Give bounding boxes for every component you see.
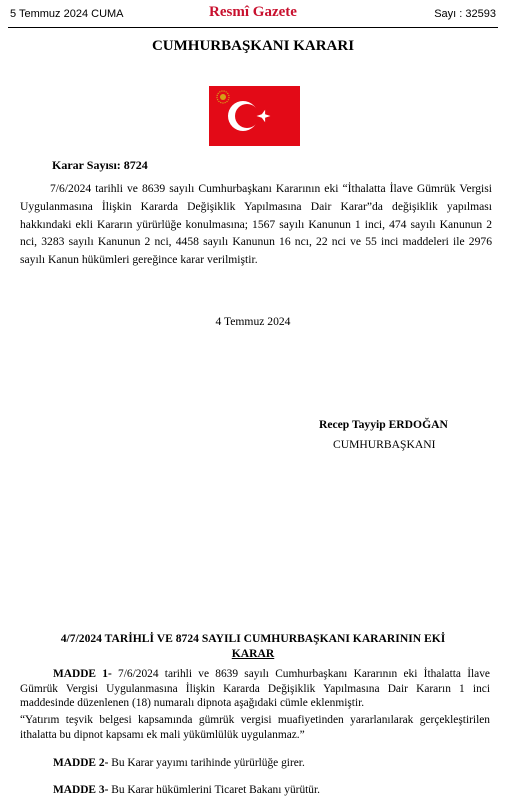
decision-number: Karar Sayısı: 8724 [52, 158, 148, 172]
decision-preamble: 7/6/2024 tarihli ve 8639 sayılı Cumhurbaşkanı Kararının eki “İthalatta İlave Gümrük Vergisi Uygulanmasına İlişkin Kararda Değişiklik Yapılmasına Dair Karar”da değişiklik yapılması hakkındaki ekli Kararın yürürlüğe konulmasına; 1567 sayılı Kanunun 1 inci, 474 sayılı Kanunun 2 nci, 3283 sayılı Kanunun 2 nci, 4458 sayılı Kanunun 16 ncı, 22 nci ve 55 inci maddeleri ile 2976 sayılı Kanun hükümleri gereğince karar verilmiştir. [20, 182, 492, 267]
article-1 [20, 667, 493, 711]
gazette-date: 5 Temmuz 2024 CUMA [10, 8, 124, 20]
signer-first-name: Recep Tayyip [319, 418, 389, 431]
article-text: Bu Karar hükümlerini Ticaret Bakanı yürütür. [108, 784, 321, 796]
signer-name [319, 418, 448, 431]
signer-title: CUMHURBAŞKANI [333, 438, 436, 451]
article-1-quote: “Yatırım teşvik belgesi kapsamında gümrük vergisi muafiyetinden yararlanılarak gerçekleştirilen ithalatta bu dipnot kapsamı ek mali yükümlülük uygulanmaz.” [20, 714, 490, 741]
annex-title [30, 631, 476, 661]
gazette-issue-number: Sayı : 32593 [434, 8, 496, 20]
article-label: MADDE 3- [53, 784, 109, 796]
turkish-flag-image [209, 86, 300, 146]
signature-date: 4 Temmuz 2024 [215, 315, 291, 328]
decision-heading: CUMHURBAŞKANI KARARI [151, 38, 355, 54]
article-label: MADDE 2- [53, 757, 109, 769]
article-text: 7/6/2024 tarihli ve 8639 sayılı Cumhurbaşkanı Kararının eki İthalatta İlave Gümrük Vergisi Uygulanmasına İlişkin Kararda Değişiklik Yapılmasına Dair Kararın 1 inci maddesinde düzenlenen (18) numaralı dipnota aşağıdaki cümle eklenmiştir. [20, 668, 493, 710]
article-label: MADDE 1- [53, 668, 112, 680]
flag-crescent-inner [235, 104, 259, 128]
article-2 [53, 757, 305, 769]
article-3 [53, 784, 320, 796]
gazette-title: Resmî Gazete [209, 4, 297, 20]
annex-title-line: 4/7/2024 TARİHLİ VE 8724 SAYILI CUMHURBAŞKANI KARARININ EKİ [60, 632, 446, 645]
annex-title-karar: KARAR [231, 647, 275, 660]
header-divider [8, 27, 498, 28]
article-text: Bu Karar yayımı tarihinde yürürlüğe girer. [108, 757, 305, 769]
signer-surname: ERDOĞAN [388, 418, 448, 431]
